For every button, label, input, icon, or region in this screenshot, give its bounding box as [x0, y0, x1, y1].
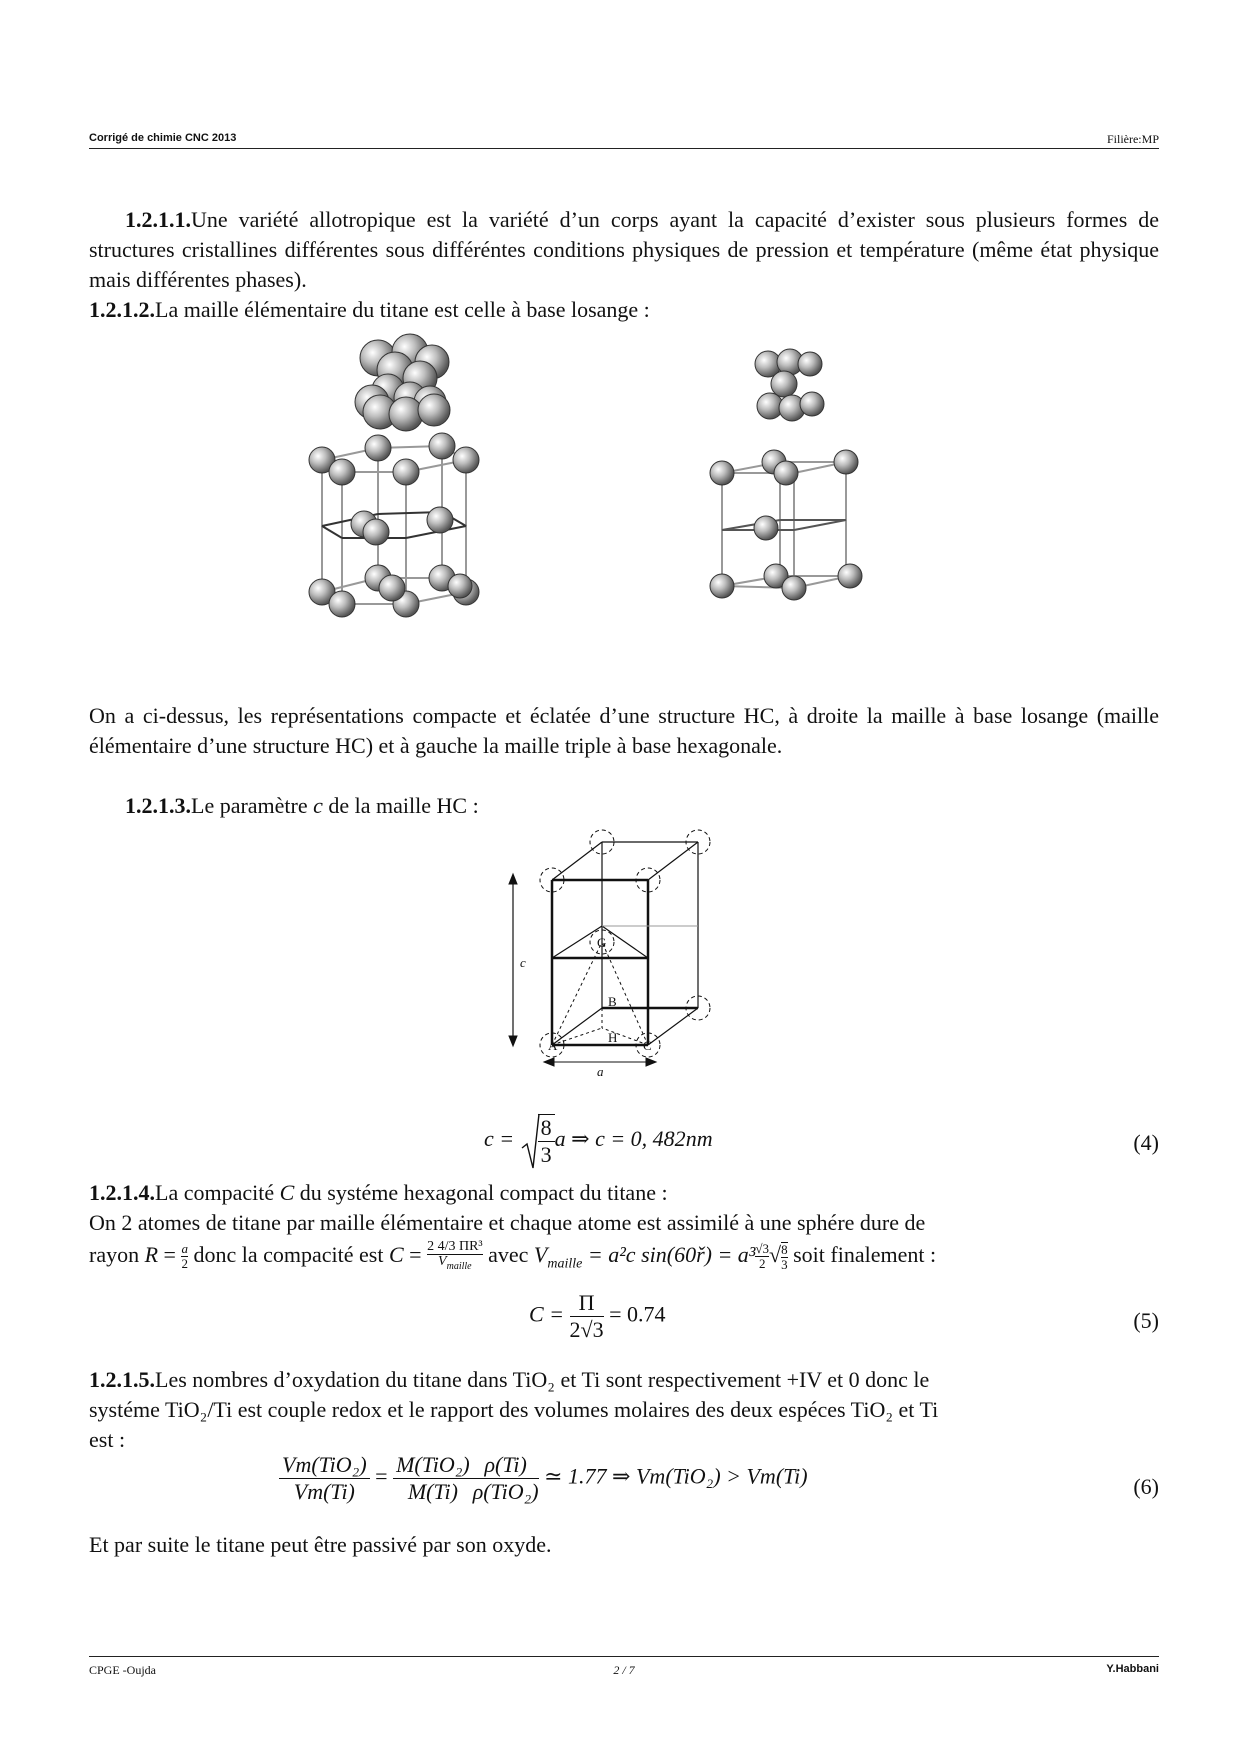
paragraph-text: On 2 atomes de titane par maille élémentaire et chaque atome est assimilé à une sphére dure de	[89, 1210, 926, 1235]
section-label: 1.2.1.3.	[125, 793, 191, 818]
paragraph-c-parameter	[89, 791, 1159, 821]
paragraph-line: est :	[89, 1427, 126, 1452]
text-end: soit finalement :	[787, 1242, 937, 1267]
eq6-frac1-num: Vm(TiO₂)	[282, 1452, 367, 1477]
section-label: 1.2.1.1.	[125, 207, 191, 232]
equation-5	[89, 1290, 1159, 1350]
eq5-lhs: C =	[529, 1301, 565, 1327]
paragraph-unit-cell	[89, 295, 1159, 325]
var-R: R	[144, 1242, 159, 1267]
label-h: H	[608, 1030, 618, 1045]
frac-8-den: 3	[781, 1256, 788, 1272]
eq6-frac1-den: Vm(Ti)	[293, 1479, 355, 1504]
header-left: Corrigé de chimie CNC 2013	[89, 132, 237, 144]
var-c: c	[313, 793, 323, 818]
sqrt-sign	[520, 1112, 540, 1170]
text-avec: avec	[482, 1242, 534, 1267]
equation-number: (4)	[1133, 1130, 1159, 1155]
label-g: G	[597, 935, 607, 950]
footer-left: CPGE -Oujda	[89, 1663, 156, 1677]
paragraph-compacity-formula: rayon R = $\frac{a}{2}$ donc la compacité est C = 2 4/3 ΠR³ $V_{maille}$ avec $V_{maille} = a^2c$ sin(60ř) = a³ $\frac{√3}{2}$ √ $\frac{8}{3}$ soit finalement :	[89, 1239, 937, 1272]
label-a: a	[597, 1064, 604, 1079]
var-V: V	[533, 1242, 548, 1267]
eq4-result: c = 0, 482	[595, 1126, 686, 1152]
eq4-lhs: c =	[484, 1126, 515, 1152]
paragraph-text: Et par suite le titane peut être passivé par son oxyde.	[89, 1532, 552, 1557]
paragraph-redox	[89, 1365, 1159, 1395]
paragraph-structures-description	[89, 701, 1159, 761]
equation-number: (6)	[1133, 1474, 1159, 1499]
eq4-a: a	[554, 1126, 566, 1152]
volume-expression: = a²c sin(60ř) = a³	[582, 1242, 756, 1267]
eq6-frac3-den: ρ(TiO₂)	[472, 1479, 539, 1504]
frac-a: a	[181, 1241, 188, 1257]
header-right: Filière:MP	[1106, 132, 1159, 146]
eq6-rhs: ≃ 1.77 ⇒ Vm(TiO₂) > Vm(Ti)	[544, 1463, 808, 1489]
var-C2: C	[388, 1242, 404, 1267]
page-number: 2 / 7	[613, 1663, 635, 1677]
exploded-rhombic-cell	[710, 450, 862, 600]
page-header	[89, 132, 1159, 149]
paragraph-line: Les nombres d’oxydation du titane dans TiO₂ et Ti sont respectivement +IV et 0 donc le	[155, 1367, 930, 1392]
eq6-frac3-num: ρ(Ti)	[484, 1452, 527, 1477]
frac-root3-den: 2	[758, 1256, 766, 1272]
compacity-frac-sub: maille	[446, 1260, 472, 1272]
text-mid: donc la compacité est	[187, 1242, 389, 1267]
paragraph-text: de la maille HC :	[322, 793, 479, 818]
paragraph-line: systéme TiO₂/Ti est couple redox et le rapport des volumes molaires des deux espéces TiO₂ et Ti	[89, 1397, 939, 1422]
section-label: 1.2.1.2.	[89, 297, 155, 322]
eq4-expression	[484, 1112, 713, 1170]
page-footer	[89, 1656, 1159, 1679]
paragraph-compacity-calc	[89, 1208, 1159, 1238]
paragraph-redox-line2	[89, 1395, 1159, 1425]
frac-2: 2	[181, 1256, 188, 1272]
label-c: c	[520, 955, 526, 970]
compact-rhombic-cell	[755, 349, 824, 421]
paragraph-allotropy	[89, 205, 1159, 295]
section-label: 1.2.1.5.	[89, 1367, 155, 1392]
var-C: C	[279, 1180, 295, 1205]
equation-number: (5)	[1133, 1308, 1159, 1333]
eq5-rhs: = 0.74	[609, 1301, 666, 1327]
eq4-den: 3	[540, 1142, 552, 1167]
frac-8: 8	[781, 1241, 788, 1257]
eq5-den: 2√3	[569, 1317, 604, 1342]
eq4-arrow: ⇒	[571, 1126, 590, 1152]
eq6-frac2-den: M(Ti)	[407, 1479, 458, 1504]
paragraph-compacity	[89, 1178, 1159, 1208]
equation-4	[89, 1108, 1159, 1168]
equation-6	[89, 1452, 1159, 1522]
paragraph-redox-line3	[89, 1425, 1159, 1455]
paragraph-text: Une variété allotropique est la variété d’un corps ayant la capacité d’exister sous plusieurs formes de structures cristallines différentes sous différéntes conditions physiques de pression et température (même état physique mais différentes phases).	[89, 207, 1159, 292]
eq5-num: Π	[570, 1290, 604, 1317]
eq6-expression: $\frac{\text{Vm(TiO₂)}}{Vm(Ti)}$ = $\frac{\text{M(TiO₂)}}{M(Ti)}$ $\frac{\rho(Ti)}{\text{ρ(TiO₂)}}$ ≃ 1.77 ⇒ Vm(TiO₂) > Vm(Ti)	[279, 1452, 808, 1505]
hc-cell-diagram	[500, 830, 730, 1079]
exploded-triple-cell	[309, 433, 479, 617]
paragraph-text: du systéme hexagonal compact du titane :	[294, 1180, 668, 1205]
compacity-frac-bottom: V	[438, 1254, 447, 1270]
text-eq2: =	[403, 1242, 428, 1267]
compacity-frac-top: 2 4/3 ΠR³	[427, 1239, 483, 1255]
eq6-frac2-num: M(TiO₂)	[396, 1452, 470, 1477]
text-rayon: rayon	[89, 1242, 145, 1267]
label-C: C	[643, 1038, 652, 1053]
paragraph-conclusion	[89, 1530, 1159, 1560]
label-A: A	[548, 1038, 558, 1053]
hc-structures-figure	[300, 330, 1020, 690]
frac-root3: √3	[755, 1241, 770, 1257]
eq4-num: 8	[538, 1115, 555, 1142]
compact-triple-cell	[355, 334, 450, 431]
paragraph-text: La compacité	[155, 1180, 280, 1205]
footer-right: Y.Habbani	[1106, 1663, 1159, 1675]
label-b: B	[608, 994, 617, 1009]
text-eq: =	[158, 1242, 182, 1267]
paragraph-text: On a ci-dessus, les représentations compacte et éclatée d’une structure HC, à droite la maille à base losange (maille élémentaire d’une structure HC) et à gauche la maille triple à base hexagonale.	[89, 703, 1159, 758]
var-V-sub: maille	[547, 1256, 583, 1272]
eq5-expression	[529, 1290, 666, 1343]
eq4-unit: nm	[685, 1126, 713, 1152]
paragraph-text: La maille élémentaire du titane est celle à base losange :	[155, 297, 650, 322]
section-label: 1.2.1.4.	[89, 1180, 155, 1205]
paragraph-text: Le paramètre	[191, 793, 314, 818]
